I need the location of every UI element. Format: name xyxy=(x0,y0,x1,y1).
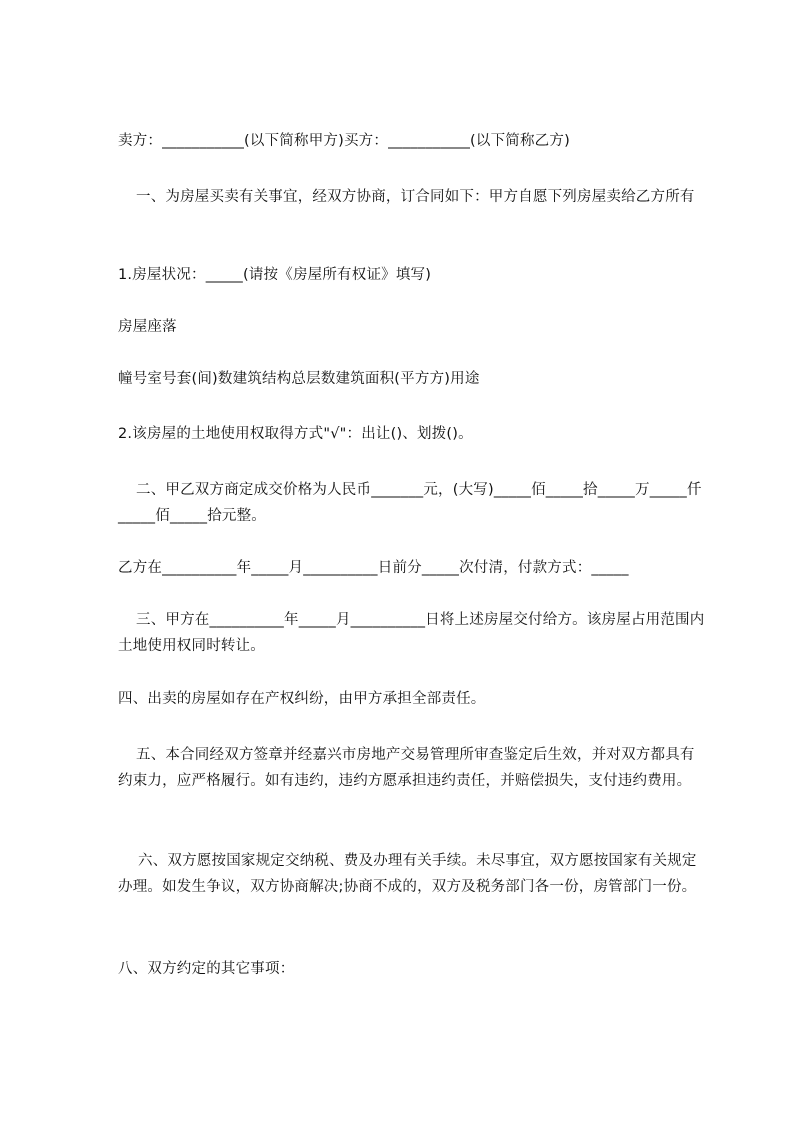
clause-5-effect: 五、本合同经双方签章并经嘉兴市房地产交易管理所审查鉴定后生效，并对双方都具有约束力，应严格履行。如有违约，违约方愿承担违约责任，并赔偿损失，支付违约费用。 xyxy=(118,747,695,789)
seller-buyer-line: 卖方：___________(以下简称甲方)买方：___________(以下简称乙方) xyxy=(118,133,570,149)
land-use-right-line: 2.该房屋的土地使用权取得方式"√"：出让()、划拨()。 xyxy=(118,426,473,442)
clause-2-price: 二、甲乙双方商定成交价格为人民币_______元，(大写)_____佰_____拾_____万_____仟_____佰_____拾元整。 xyxy=(118,482,702,524)
clause-4-dispute: 四、出卖的房屋如存在产权纠纷，由甲方承担全部责任。 xyxy=(118,691,486,707)
house-location-line: 房屋座落 xyxy=(118,319,177,335)
clause-8-other: 八、双方约定的其它事项： xyxy=(118,961,295,977)
clause-3-delivery: 三、甲方在__________年_____月__________日将上述房屋交付给方。该房屋占用范围内土地使用权同时转让。 xyxy=(118,612,705,654)
clause-1: 一、为房屋买卖有关事宜，经双方协商，订合同如下：甲方自愿下列房屋卖给乙方所有 xyxy=(136,189,695,205)
house-status-line: 1.房屋状况：_____(请按《房屋所有权证》填写) xyxy=(118,267,432,283)
house-details-line: 幢号室号套(间)数建筑结构总层数建筑面积(平方方)用途 xyxy=(118,371,480,387)
clause-6-tax: 六、双方愿按国家规定交纳税、费及办理有关手续。未尽事宜，双方愿按国家有关规定办理。如发生争议，双方协商解决;协商不成的，双方及税务部门各一份，房管部门一份。 xyxy=(118,853,697,895)
payment-line: 乙方在__________年_____月__________日前分_____次付清，付款方式：_____ xyxy=(118,560,629,576)
